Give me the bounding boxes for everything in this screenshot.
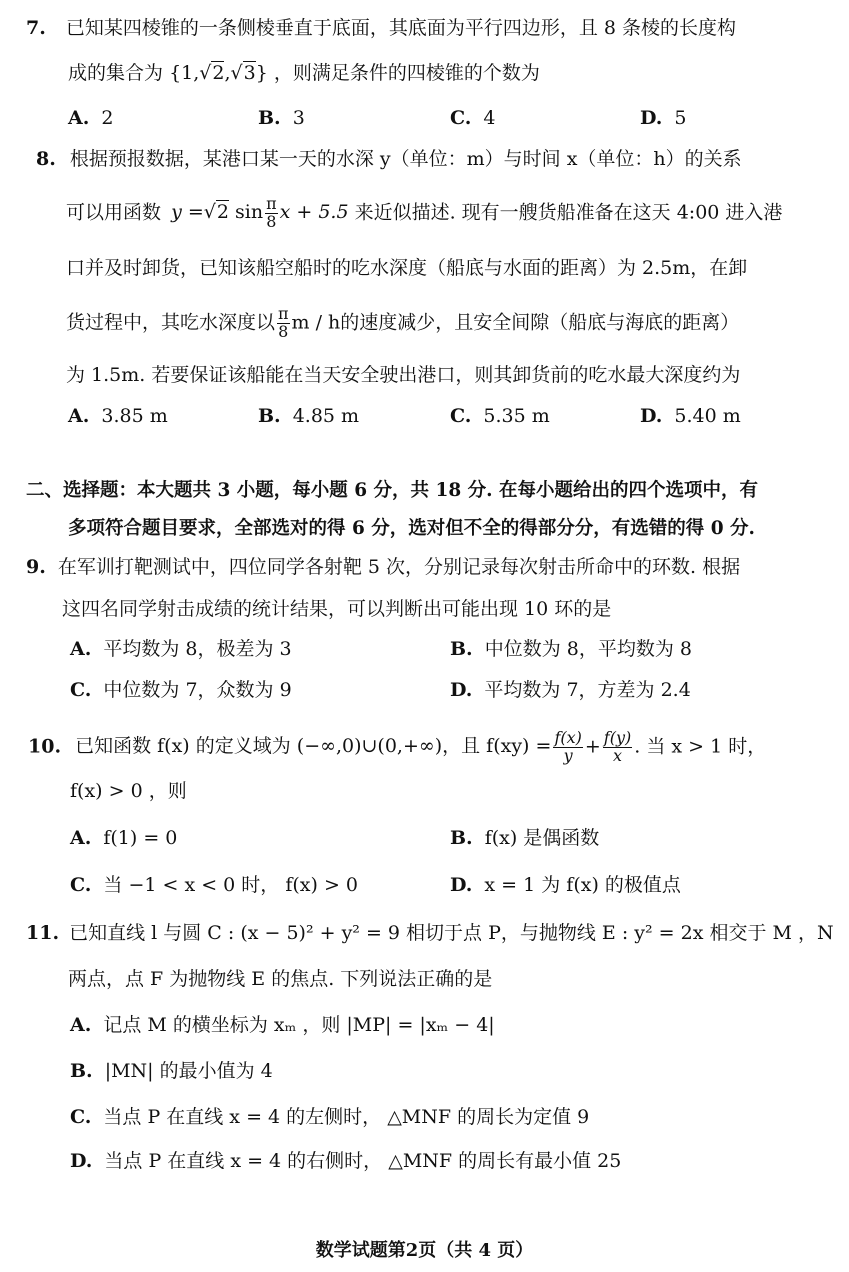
q8-option-a: A. 3.85 m: [68, 405, 168, 427]
q7-text-2b: ，则满足条件的四棱锥的个数为: [273, 62, 540, 84]
q7-line2: [68, 62, 540, 85]
q10-line1: 10. 已知函数 f(x) 的定义域为 (−∞,0)∪(0,+∞)，且 f(xy) = $\frac{f(x)}{y}$ + $\frac{f(y)}{x}$ . 当 x > 1 时，: [28, 728, 767, 765]
q8-option-d: D. 5.40 m: [640, 405, 741, 427]
q10-option-c: C. 当 −1 < x < 0 时， f(x) > 0: [70, 874, 358, 896]
q7-option-a: A. 2: [68, 107, 114, 129]
q7-text-1: 已知某四棱锥的一条侧棱垂直于底面，其底面为平行四边形，且 8 条棱的长度构: [65, 17, 737, 39]
q9-number: 9.: [26, 556, 46, 578]
q7-option-d: D. 5: [640, 107, 687, 129]
q11-option-c: C. 当点 P 在直线 x = 4 的左侧时， △MNF 的周长为定值 9: [70, 1106, 590, 1128]
q8-line5: 为 1.5m. 若要保证该船能在当天安全驶出港口，则其卸货前的吃水最大深度约为: [66, 364, 741, 386]
q11-line1: 11. 已知直线 l 与圆 C : (x − 5)² + y² = 9 相切于点 P，与抛物线 E : y² = 2x 相交于 M ，N: [26, 922, 834, 944]
q7-option-b: B. 3: [258, 107, 305, 129]
q8-function: y =√2 sin $\frac{\pi}{8}$ x + 5.5: [171, 194, 349, 231]
q7-set: {1,√2,√3}: [169, 62, 268, 84]
q7-line1: [26, 17, 736, 40]
page-footer: 数学试题第2页（共 4 页）: [315, 1240, 534, 1261]
q8-option-b: B. 4.85 m: [258, 405, 360, 427]
q10-number: 10.: [28, 735, 62, 758]
section2-heading-line1: 二、选择题：本大题共 3 小题，每小题 6 分，共 18 分. 在每小题给出的四个选项中，有: [26, 480, 759, 501]
q8-text-1: 根据预报数据，某港口某一天的水深 y（单位：m）与时间 x（单位：h）的关系: [69, 148, 742, 170]
q11-option-a: A. 记点 M 的横坐标为 xₘ ，则 |MP| = |xₘ − 4|: [70, 1014, 495, 1036]
q11-option-d: D. 当点 P 在直线 x = 4 的右侧时， △MNF 的周长有最小值 25: [70, 1150, 622, 1172]
q9-line2: 这四名同学射击成绩的统计结果，可以判断出可能出现 10 环的是: [62, 598, 612, 620]
q8-line3: 口并及时卸货，已知该船空船时的吃水深度（船底与水面的距离）为 2.5m，在卸: [66, 257, 748, 279]
q9-option-c: C. 中位数为 7，众数为 9: [70, 679, 292, 701]
q8-line2: 可以用函数 y =√2 sin $\frac{\pi}{8}$ x + 5.5 来近似描述. 现有一艘货船准备在这天 4:00 进入港: [66, 194, 783, 231]
q7-option-c: C. 4: [450, 107, 496, 129]
q10-option-b: B. f(x) 是偶函数: [450, 827, 600, 849]
q10-line2: f(x) > 0 ，则: [70, 780, 187, 802]
q8-option-c: C. 5.35 m: [450, 405, 550, 427]
q11-number: 11.: [26, 922, 60, 944]
q9-option-a: A. 平均数为 8，极差为 3: [70, 638, 292, 660]
q9-option-b: B. 中位数为 8，平均数为 8: [450, 638, 692, 660]
q8-line4: 货过程中，其吃水深度以 $\frac{\pi}{8}$ m / h的速度减少，且安全间隙（船底与海底的距离）: [66, 304, 740, 341]
q7-number: 7.: [26, 17, 46, 39]
q11-line2: 两点，点 F 为抛物线 E 的焦点. 下列说法正确的是: [68, 968, 493, 990]
q7-text-2a: 成的集合为: [68, 62, 164, 84]
q10-option-d: D. x = 1 为 f(x) 的极值点: [450, 874, 681, 896]
q9-option-d: D. 平均数为 7，方差为 2.4: [450, 679, 691, 701]
q11-option-b: B. |MN| 的最小值为 4: [70, 1060, 273, 1082]
q8-line1: [36, 148, 742, 171]
q9-line1: 9. 在军训打靶测试中，四位同学各射靶 5 次，分别记录每次射击所命中的环数. 根据: [26, 556, 741, 578]
q8-number: 8.: [36, 148, 56, 170]
q10-option-a: A. f(1) = 0: [70, 827, 178, 849]
section2-heading-line2: 多项符合题目要求，全部选对的得 6 分，选对但不全的得部分分，有选错的得 0 分.: [68, 518, 755, 539]
